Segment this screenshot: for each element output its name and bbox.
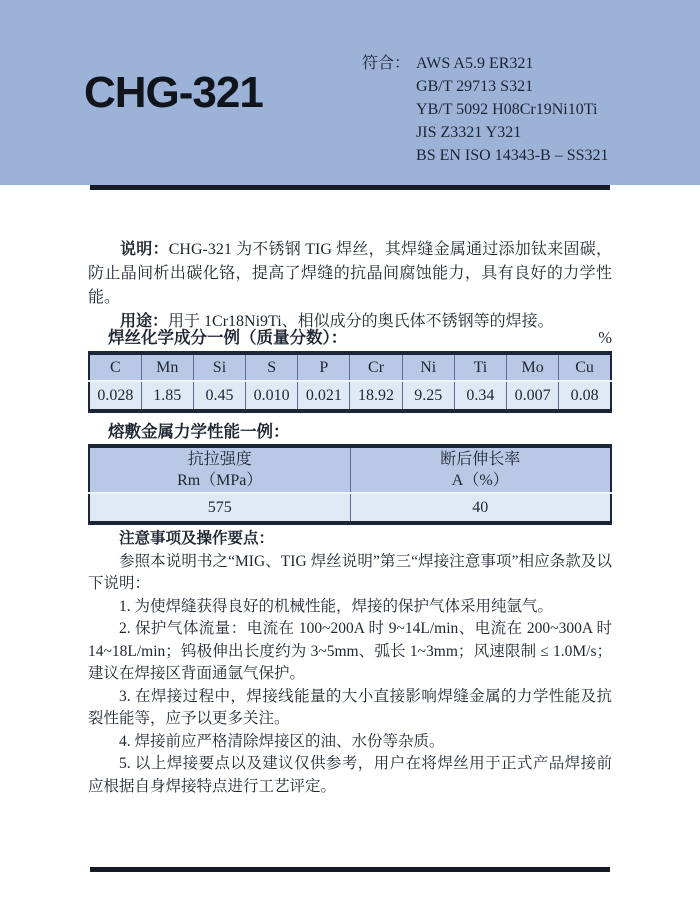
chemical-table-header-cell: Ni: [402, 353, 454, 381]
chemical-table-header-cell: S: [246, 353, 298, 381]
chemical-table-title-row: [88, 324, 612, 348]
notes-title: 注意事项及操作要点：: [119, 530, 275, 547]
chemical-table-value-cell: 18.92: [350, 381, 402, 411]
mechanical-header-name: 抗拉强度: [187, 451, 252, 468]
description-paragraph: [88, 238, 612, 310]
chemical-table-header-cell: Mo: [507, 353, 559, 381]
usage-text: 用于 1Cr18Ni9Ti、相似成分的奥氏体不锈钢等的焊接。: [168, 313, 554, 330]
mechanical-table-value-cell: 40: [350, 493, 611, 523]
chemical-table-value-cell: 0.007: [507, 381, 559, 411]
chemical-table-title: 焊丝化学成分一例（质量分数）：: [108, 328, 348, 347]
mechanical-header-symbol: A（%）: [451, 472, 509, 489]
chemical-table-header-row: [89, 353, 611, 381]
note-item: 2. 保护气体流量：电流在 100~200A 时 9~14L/min、电流在 200~300A 时 14~18L/min；钨极伸出长度约为 3~5mm、弧长 1~3mm；风速限制 ≤ 1.0M/s；建议在焊接区背面通氩气保护。: [88, 620, 612, 682]
notes-list: [88, 596, 612, 799]
note-item: 5. 以上焊接要点以及建议仅供参考，用户在将焊丝用于正式产品焊接前应根据自身焊接特点进行工艺评定。: [88, 755, 612, 795]
description-label: 说明：: [120, 241, 169, 258]
note-item: 4. 焊接前应严格清除焊接区的油、水份等杂质。: [119, 732, 445, 750]
mechanical-table-title-row: [88, 418, 612, 442]
standards-list: [416, 52, 608, 167]
chemical-table-header-cell: C: [89, 353, 141, 381]
chemical-table-value-cell: 0.028: [89, 381, 141, 411]
chemical-table-value-cell: 0.34: [454, 381, 506, 411]
mechanical-table-header-cell: [350, 446, 611, 493]
description-text: CHG-321 为不锈钢 TIG 焊丝，其焊缝金属通过添加钛来固碳，防止晶间析出碳化铬，提高了焊缝的抗晶间腐蚀能力，具有良好的力学性能。: [88, 241, 612, 306]
header-band: [0, 0, 700, 185]
chemical-table-value-cell: 0.021: [298, 381, 350, 411]
product-name: CHG-321: [84, 68, 263, 117]
notes-intro: 参照本说明书之“MIG、TIG 焊丝说明”第三“焊接注意事项”相应条款及以下说明：: [88, 552, 612, 592]
mechanical-table-value-row: [89, 493, 611, 523]
chemical-table-value-cell: 0.08: [559, 381, 611, 411]
description-section: [88, 238, 612, 334]
chemical-table-value-cell: 0.010: [246, 381, 298, 411]
notes-section: [88, 528, 612, 798]
bottom-rule: [90, 867, 610, 872]
chemical-table-value-cell: 1.85: [141, 381, 193, 411]
chemical-table-unit: %: [598, 328, 612, 347]
standard-item: BS EN ISO 14343-B – SS321: [416, 147, 609, 164]
compliance-block: [362, 52, 609, 167]
mechanical-table-value-cell: 575: [89, 493, 350, 523]
chemical-table-header-cell: P: [298, 353, 350, 381]
top-rule: [90, 185, 610, 190]
mechanical-header-symbol: Rm（MPa）: [177, 472, 263, 489]
mechanical-header-name: 断后伸长率: [440, 451, 521, 468]
chemical-table-header-cell: Mn: [141, 353, 193, 381]
chemical-table-value-cell: 9.25: [402, 381, 454, 411]
chemical-table-header-cell: Ti: [454, 353, 506, 381]
standard-item: JIS Z3321 Y321: [416, 124, 522, 141]
standard-item: AWS A5.9 ER321: [416, 55, 534, 72]
mechanical-table-title: 熔敷金属力学性能一例：: [108, 422, 290, 441]
standard-item: YB/T 5092 H08Cr19Ni10Ti: [416, 101, 598, 118]
chemical-table-value-cell: 0.45: [193, 381, 245, 411]
mechanical-table-header-cell: [89, 446, 350, 493]
chemical-composition-table: [88, 351, 612, 413]
mechanical-properties-table: [88, 444, 612, 525]
note-item: 3. 在焊接过程中，焊接线能量的大小直接影响焊缝金属的力学性能及抗裂性能等，应予以更多关注。: [88, 687, 612, 727]
chemical-table-header-cell: Cu: [559, 353, 611, 381]
note-item: 1. 为使焊缝获得良好的机械性能，焊接的保护气体采用纯氩气。: [119, 597, 554, 615]
mechanical-table-header-row: [89, 446, 611, 493]
compliance-label: 符合：: [362, 55, 411, 72]
chemical-table-header-cell: Si: [193, 353, 245, 381]
chemical-table-header-cell: Cr: [350, 353, 402, 381]
chemical-table-value-row: [89, 381, 611, 411]
standard-item: GB/T 29713 S321: [416, 78, 534, 95]
usage-label: 用途：: [120, 313, 169, 330]
